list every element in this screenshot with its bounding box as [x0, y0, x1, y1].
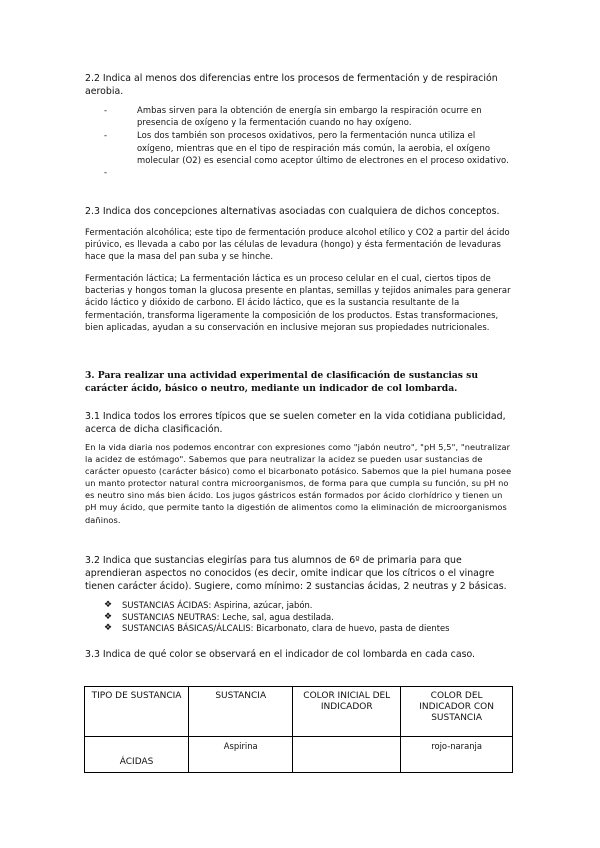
table-header-cell	[189, 687, 293, 737]
table-header-row	[85, 687, 513, 737]
header-tipo: TIPO DE SUSTANCIA	[91, 691, 182, 701]
section-3-heading: 3. Para realizar una actividad experimental de clasificación de sustancias su carácter ácido, básico o neutro, mediante un indicador de col lombarda.	[85, 370, 479, 394]
diamond-bullet-icon: ❖	[104, 611, 113, 622]
dash-marker: -	[104, 130, 108, 141]
list-item	[104, 166, 514, 178]
table-row	[85, 737, 513, 773]
cell-tipo: ÁCIDAS	[119, 757, 154, 767]
header-sustancia: SUSTANCIA	[215, 691, 267, 701]
list-item	[104, 104, 514, 128]
color-table	[84, 686, 513, 773]
list-value: Leche, sal, agua destilada.	[219, 611, 334, 622]
table-cell	[293, 737, 401, 773]
question-2-3: 2.3 Indica dos concepciones alternativas asociadas con cualquiera de dichos conceptos.	[85, 206, 500, 217]
header-color-final: COLOR DEL INDICADOR CON SUSTANCIA	[419, 691, 494, 723]
header-color-inicial: COLOR INICIAL DEL INDICADOR	[303, 691, 391, 712]
list-item	[104, 600, 524, 612]
table-header-cell	[401, 687, 513, 737]
cell-color-final: rojo-naranja	[431, 741, 483, 751]
diamond-bullet-icon: ❖	[104, 600, 113, 610]
list-label: SUSTANCIAS ÁCIDAS:	[122, 600, 212, 610]
alcoholic-fermentation-paragraph: Fermentación alcohólica; este tipo de fermentación produce alcohol etílico y CO2 a partir del ácido pirúvico, es llevada a cabo por las células de levadura (hongo) y ésta fermentación de levaduras hace que la masa del pan suba y se hinche.	[85, 227, 510, 262]
dash-marker: -	[104, 167, 108, 178]
table-header-cell	[293, 687, 401, 737]
diamond-bullet-icon: ❖	[104, 623, 113, 633]
difference-2: Los dos también son procesos oxidativos, pero la fermentación nunca utiliza el oxígeno, mientras que en el tipo de respiración más común, la aerobia, el oxígeno molecular (O2) es esencial como aceptor último de electrones en el proceso oxidativo.	[137, 130, 509, 165]
table-header-cell	[85, 687, 189, 737]
difference-1: Ambas sirven para la obtención de energía sin embargo la respiración ocurre en presencia de oxígeno y la fermentación cuando no hay oxígeno.	[137, 105, 482, 128]
question-3-3: 3.3 Indica de qué color se observará en el indicador de col lombarda en cada caso.	[85, 649, 476, 660]
list-value: Bicarbonato, clara de huevo, pasta de dientes	[253, 623, 450, 633]
question-3-2: 3.2 Indica que sustancias elegirías para tus alumnos de 6º de primaria para que aprendieran aspectos no conocidos (es decir, omite indicar que los cítricos o el vinagre tienen carácter ácido). Sugiere, como mínimo: 2 sustancias ácidas, 2 neutras y 2 básicas.	[85, 555, 507, 592]
question-3-1: 3.1 Indica todos los errores típicos que se suelen cometer en la vida cotidiana publicidad, acerca de dicha clasificación.	[85, 411, 506, 435]
table-cell	[85, 737, 189, 773]
table-cell	[189, 737, 293, 773]
list-label: SUSTANCIAS BÁSICAS/ÁLCALIS:	[122, 623, 254, 633]
question-2-2: 2.2 Indica al menos dos diferencias entre los procesos de fermentación y de respiración aerobia.	[85, 73, 498, 97]
list-item	[104, 129, 514, 166]
table-cell	[401, 737, 513, 773]
list-value: Aspirina, azúcar, jabón.	[211, 600, 313, 610]
substances-list	[104, 600, 524, 635]
answer-3-1: En la vida diaria nos podemos encontrar con expresiones como "jabón neutro", "pH 5,5", "neutralizar la acidez de estómago". Sabemos que para neutralizar la acidez se pueden usar sustancias de carácter opuesto (carácter básico) como el bicarbonato potásico. Sabemos que la piel humana posee un manto protector natural contra microorganismos, de forma para que cumpla su función, su pH no es neutro sino más bien ácido. Los jugos gástricos están formados por ácido clorhídrico y tienen un pH muy ácido, que permite tanto la digestión de alimentos como la eliminación de microorganismos dañinos.	[85, 442, 512, 525]
lactic-fermentation-paragraph: Fermentación láctica; La fermentación láctica es un proceso celular en el cual, ciertos tipos de bacterias y hongos toman la glucosa presente en plantas, semillas y tejidos animales para generar ácido láctico y dióxido de carbono. El ácido láctico, que es la sustancia resultante de la fermentación, transforma ligeramente la composición de los productos. Estas transformaciones, bien aplicadas, ayudan a su conservación en inclusive mejoran sus propiedades nutricionales.	[85, 273, 511, 332]
list-item	[104, 623, 524, 635]
cell-sustancia: Aspirina	[223, 741, 258, 751]
dash-marker: -	[104, 105, 108, 115]
list-label: SUSTANCIAS NEUTRAS:	[122, 611, 220, 622]
list-item	[104, 612, 524, 624]
differences-list	[104, 104, 514, 178]
